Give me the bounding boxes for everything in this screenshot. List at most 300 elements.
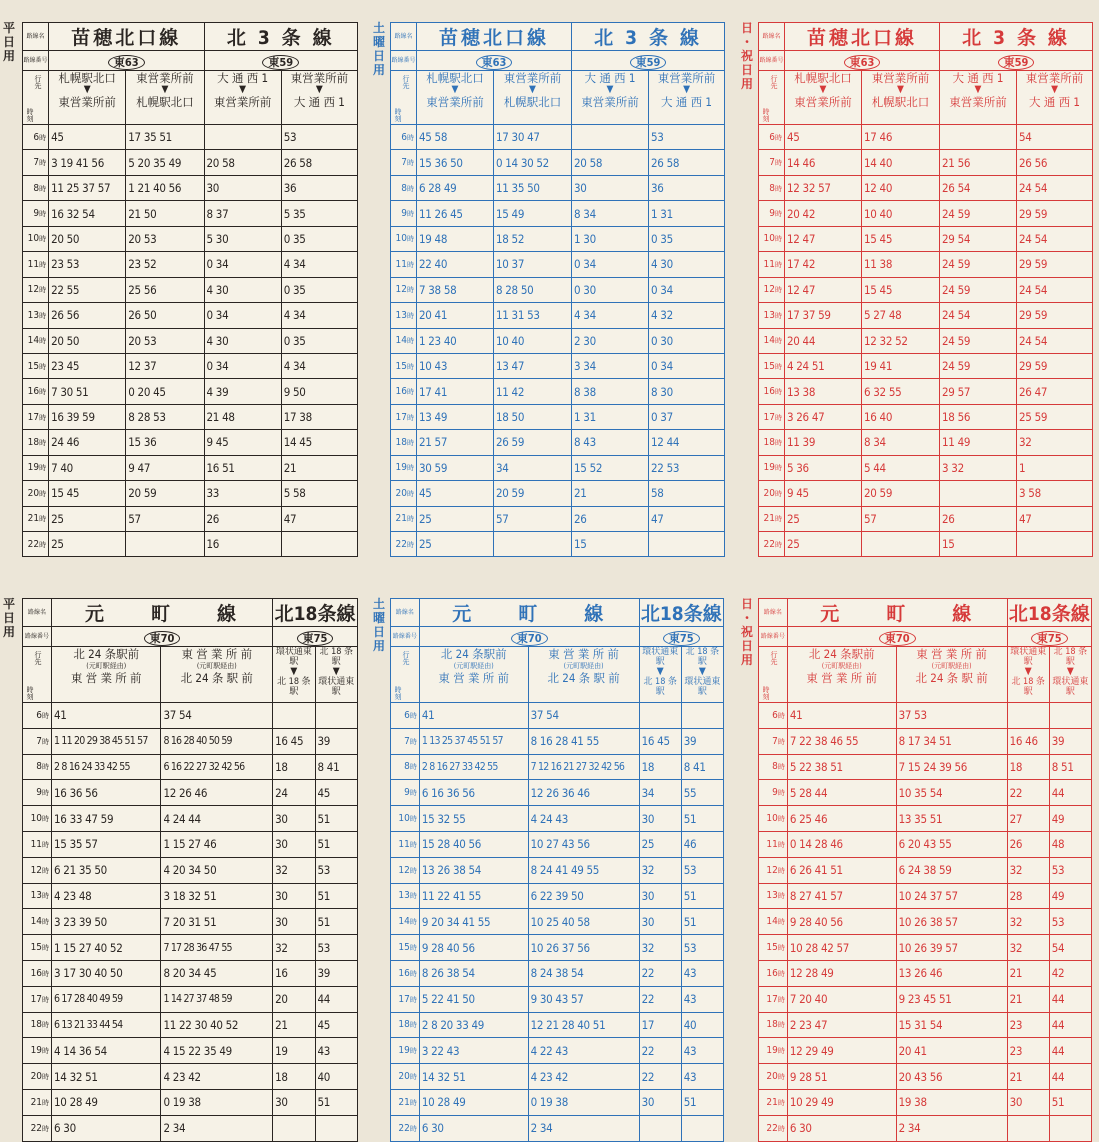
hour-suffix: 時 xyxy=(775,184,782,193)
hour-suffix: 時 xyxy=(777,944,785,953)
hour-cell xyxy=(391,481,417,506)
minutes-cell: 18 xyxy=(1007,754,1049,780)
minutes-cell: 11 22 41 55 xyxy=(419,883,528,909)
minutes-cell: 20 59 xyxy=(862,481,940,506)
minutes-cell: 32 xyxy=(273,935,315,961)
minutes-cell: 25 59 xyxy=(1017,404,1093,429)
route2-number-badge: 東75 xyxy=(297,631,334,646)
minutes-cell: 11 25 37 57 xyxy=(49,175,126,200)
minutes-cell: 4 14 36 54 xyxy=(52,1038,161,1064)
hour-value: 7 xyxy=(33,157,40,169)
minutes-cell: 24 54 xyxy=(1017,226,1093,251)
table-row xyxy=(391,175,725,200)
hour-cell xyxy=(759,404,785,429)
minutes-cell: 9 50 xyxy=(281,379,357,404)
minutes-cell: 0 14 30 52 xyxy=(494,150,572,175)
route1-number-badge: 東63 xyxy=(844,55,881,70)
minutes-cell: 8 16 28 41 55 xyxy=(528,728,639,754)
minutes-cell: 2 34 xyxy=(896,1115,1007,1141)
hour-cell xyxy=(391,404,417,429)
hour-cell xyxy=(391,328,417,353)
hour-cell xyxy=(759,353,785,378)
destination-from: 東営業所前 xyxy=(503,71,562,85)
day-type-holiday-top: 日 ・ 祝 日 用 xyxy=(740,21,753,91)
destination-from: 環状通東駅 xyxy=(275,647,312,667)
timetable-bottom-holiday xyxy=(758,598,1092,1142)
minutes-cell: 19 41 xyxy=(862,353,940,378)
hour-cell xyxy=(759,201,785,226)
table-row xyxy=(391,754,724,780)
minutes-cell: 24 54 xyxy=(940,303,1017,328)
hour-value: 10 xyxy=(27,233,40,245)
minutes-cell: 7 38 58 xyxy=(417,277,494,302)
table-row xyxy=(391,806,724,832)
route-name-row xyxy=(759,23,1093,51)
hour-value: 15 xyxy=(398,942,410,954)
minutes-cell: 10 28 49 xyxy=(419,1089,528,1115)
minutes-cell: 0 34 xyxy=(204,353,281,378)
destination-from: 大 通 西 1 xyxy=(584,71,636,85)
hour-value: 19 xyxy=(30,1045,43,1057)
hour-suffix: 時 xyxy=(777,995,785,1004)
minutes-cell: 4 30 xyxy=(204,328,281,353)
route1-name: 苗穂北口線 xyxy=(417,23,572,51)
destination-row xyxy=(391,71,725,125)
route-name-label: 路線名 xyxy=(391,599,420,627)
minutes-cell: 18 xyxy=(273,1064,315,1090)
hour-cell xyxy=(759,125,785,150)
hour-suffix: 時 xyxy=(42,944,50,953)
minutes-cell: 8 37 xyxy=(204,201,281,226)
arrow-down-icon: ▼ xyxy=(698,666,706,677)
table-row xyxy=(759,277,1093,302)
hour-value: 14 xyxy=(30,916,43,928)
destination-time-label-cell xyxy=(391,647,420,703)
hour-cell xyxy=(391,150,417,175)
hour-value: 21 xyxy=(30,1096,43,1108)
minutes-cell: 9 28 51 xyxy=(787,1064,896,1090)
table-row xyxy=(391,960,724,986)
hour-value: 12 xyxy=(766,864,778,876)
table-row xyxy=(759,1089,1092,1115)
minutes-cell: 5 27 48 xyxy=(862,303,940,328)
route-number-row xyxy=(391,627,724,647)
minutes-cell: 32 xyxy=(1007,935,1049,961)
destination-col-2 xyxy=(126,71,204,125)
hour-suffix: 時 xyxy=(409,711,417,720)
minutes-cell: 44 xyxy=(1049,780,1091,806)
minutes-cell: 44 xyxy=(1049,1038,1091,1064)
hour-cell xyxy=(759,379,785,404)
table-row xyxy=(23,780,358,806)
hour-cell xyxy=(759,1115,788,1141)
table-row xyxy=(23,430,358,455)
minutes-cell: 20 58 xyxy=(572,150,649,175)
minutes-cell: 8 24 41 49 55 xyxy=(528,857,639,883)
hour-value: 6 xyxy=(33,131,40,143)
minutes-cell: 43 xyxy=(315,1038,357,1064)
hour-cell xyxy=(391,303,417,328)
hour-suffix: 時 xyxy=(775,337,782,346)
minutes-cell: 5 30 xyxy=(204,226,281,251)
hour-cell xyxy=(759,1089,788,1115)
minutes-cell: 16 xyxy=(273,960,315,986)
hour-suffix: 時 xyxy=(407,235,414,244)
timetable-bottom-saturday xyxy=(390,598,724,1142)
route2-name: 北 3 条 線 xyxy=(572,23,725,51)
hour-value: 16 xyxy=(766,967,778,979)
minutes-cell: 9 28 40 56 xyxy=(787,909,896,935)
route1-number-cell xyxy=(787,627,1007,647)
arrow-down-icon: ▼ xyxy=(819,84,827,95)
minutes-cell: 2 34 xyxy=(528,1115,639,1141)
table-row xyxy=(23,1115,358,1141)
time-label: 時刻 xyxy=(26,108,34,122)
time-label: 時刻 xyxy=(762,686,770,700)
minutes-cell: 37 54 xyxy=(528,703,639,729)
hour-cell xyxy=(759,909,788,935)
hour-cell xyxy=(391,506,417,531)
minutes-cell: 45 xyxy=(315,780,357,806)
minutes-cell: 8 28 50 xyxy=(494,277,572,302)
minutes-cell: 30 xyxy=(273,883,315,909)
destination-col-2 xyxy=(528,647,639,703)
minutes-cell: 30 xyxy=(273,909,315,935)
hour-cell xyxy=(391,175,417,200)
minutes-cell: 53 xyxy=(1049,909,1091,935)
arrow-down-icon: ▼ xyxy=(683,84,690,95)
minutes-cell xyxy=(273,703,315,729)
destination-from: 東 営 業 所 前 xyxy=(548,647,619,661)
minutes-cell: 3 17 30 40 50 xyxy=(52,960,161,986)
route-number-label: 路線番号 xyxy=(23,51,49,71)
hour-suffix: 時 xyxy=(42,1124,50,1133)
hour-cell xyxy=(391,857,420,883)
hour-value: 6 xyxy=(772,709,778,721)
minutes-cell: 36 xyxy=(281,175,357,200)
hour-value: 22 xyxy=(766,1122,778,1134)
minutes-cell: 21 xyxy=(281,455,357,480)
table-row xyxy=(759,201,1093,226)
minutes-cell: 2 8 20 33 49 xyxy=(419,1012,528,1038)
table-row xyxy=(759,1038,1092,1064)
minutes-cell: 16 xyxy=(204,532,281,557)
hour-cell xyxy=(759,506,785,531)
table-row xyxy=(759,935,1092,961)
minutes-cell: 53 xyxy=(281,125,357,150)
hour-cell xyxy=(759,935,788,961)
hour-suffix: 時 xyxy=(407,515,414,524)
minutes-cell: 12 21 28 40 51 xyxy=(528,1012,639,1038)
hour-value: 21 xyxy=(27,513,40,525)
minutes-cell: 13 49 xyxy=(417,404,494,429)
minutes-cell: 3 22 43 xyxy=(419,1038,528,1064)
route1-name: 元 町 線 xyxy=(419,599,639,627)
minutes-cell: 39 xyxy=(315,728,357,754)
minutes-cell: 1 15 27 40 52 xyxy=(52,935,161,961)
minutes-cell: 19 xyxy=(273,1038,315,1064)
destination-label: 行先 xyxy=(402,651,410,665)
hour-cell xyxy=(759,831,788,857)
minutes-cell: 3 32 xyxy=(940,455,1017,480)
table-row xyxy=(23,909,358,935)
hour-cell xyxy=(391,960,420,986)
minutes-cell: 20 53 xyxy=(126,328,204,353)
minutes-cell: 15 52 xyxy=(572,455,649,480)
table-row xyxy=(23,404,358,429)
minutes-cell: 34 xyxy=(639,780,681,806)
destination-time-label-cell xyxy=(759,71,785,125)
minutes-cell: 18 50 xyxy=(494,404,572,429)
route2-number-cell xyxy=(572,51,725,71)
destination-from: 東営業所前 xyxy=(657,71,716,85)
route-number-label: 路線番号 xyxy=(23,627,52,647)
minutes-cell: 13 26 46 xyxy=(896,960,1007,986)
hour-value: 10 xyxy=(395,233,407,245)
minutes-cell: 17 38 xyxy=(281,404,357,429)
hour-suffix: 時 xyxy=(775,413,782,422)
hour-value: 19 xyxy=(395,462,407,474)
hour-cell xyxy=(759,1064,788,1090)
minutes-cell: 32 xyxy=(1007,909,1049,935)
route2-number-cell xyxy=(273,627,358,647)
hour-suffix: 時 xyxy=(777,892,785,901)
table-row xyxy=(391,226,725,251)
destination-from: 大 通 西 1 xyxy=(952,71,1004,85)
table-row xyxy=(391,780,724,806)
hour-value: 16 xyxy=(398,967,410,979)
time-label: 時刻 xyxy=(26,686,34,700)
hour-suffix: 時 xyxy=(775,235,782,244)
minutes-cell: 21 xyxy=(1007,1064,1049,1090)
hour-cell xyxy=(391,1115,420,1141)
minutes-cell: 5 44 xyxy=(862,455,940,480)
minutes-cell: 10 25 40 58 xyxy=(528,909,639,935)
minutes-cell: 17 41 xyxy=(417,379,494,404)
minutes-cell: 0 34 xyxy=(204,303,281,328)
minutes-cell: 5 36 xyxy=(785,455,862,480)
destination-to: 札幌駅北口 xyxy=(503,95,562,109)
minutes-cell: 22 53 xyxy=(649,455,725,480)
top-holiday-card xyxy=(738,21,1093,552)
minutes-cell: 12 26 46 xyxy=(161,780,273,806)
minutes-cell: 1 31 xyxy=(649,201,725,226)
minutes-cell: 6 21 35 50 xyxy=(52,857,161,883)
destination-to: 北 24 条 駅 前 xyxy=(915,671,988,685)
minutes-cell: 10 26 37 56 xyxy=(528,935,639,961)
hour-suffix: 時 xyxy=(409,1124,417,1133)
destination-from: 札幌駅北口 xyxy=(426,71,484,85)
minutes-cell: 2 8 16 27 33 42 55 xyxy=(419,754,528,780)
hour-cell xyxy=(391,430,417,455)
minutes-cell: 53 xyxy=(681,935,723,961)
hour-suffix: 時 xyxy=(39,133,47,142)
minutes-cell: 39 xyxy=(315,960,357,986)
hour-value: 8 xyxy=(33,182,40,194)
hour-value: 8 xyxy=(769,182,775,194)
minutes-cell xyxy=(1049,703,1091,729)
minutes-cell xyxy=(1049,1115,1091,1141)
hour-value: 22 xyxy=(30,1122,43,1134)
minutes-cell xyxy=(494,532,572,557)
minutes-cell: 4 15 22 35 49 xyxy=(161,1038,273,1064)
minutes-cell: 4 23 48 xyxy=(52,883,161,909)
hour-suffix: 時 xyxy=(42,789,50,798)
hour-cell xyxy=(759,532,785,557)
route1-number-badge: 東70 xyxy=(144,631,181,646)
route-name-label: 路線名 xyxy=(23,599,52,627)
minutes-cell xyxy=(649,532,725,557)
hour-cell xyxy=(391,1089,420,1115)
destination-col-3 xyxy=(639,647,681,703)
table-row xyxy=(391,379,725,404)
minutes-cell: 8 30 xyxy=(649,379,725,404)
minutes-cell: 14 45 xyxy=(281,430,357,455)
hour-value: 16 xyxy=(395,386,407,398)
destination-to: 北 18 条駅 xyxy=(1011,677,1045,697)
hour-suffix: 時 xyxy=(407,286,414,295)
hour-value: 22 xyxy=(395,538,407,550)
hour-suffix: 時 xyxy=(39,260,47,269)
table-row xyxy=(23,353,358,378)
hour-suffix: 時 xyxy=(407,260,414,269)
minutes-cell: 7 12 16 21 27 32 42 56 xyxy=(528,754,639,780)
minutes-cell: 6 17 28 40 49 59 xyxy=(52,986,161,1012)
route1-name: 苗穂北口線 xyxy=(785,23,940,51)
minutes-cell: 29 59 xyxy=(1017,353,1093,378)
hour-suffix: 時 xyxy=(409,1047,417,1056)
table-row xyxy=(23,481,358,506)
minutes-cell: 26 58 xyxy=(281,150,357,175)
hour-value: 20 xyxy=(766,1071,778,1083)
minutes-cell: 1 11 20 29 38 45 51 57 xyxy=(52,728,161,754)
table-row xyxy=(759,455,1093,480)
minutes-cell xyxy=(204,125,281,150)
minutes-cell: 25 56 xyxy=(126,277,204,302)
minutes-cell: 14 40 xyxy=(862,150,940,175)
table-row xyxy=(23,1064,358,1090)
hour-value: 13 xyxy=(766,890,778,902)
hour-cell xyxy=(23,883,52,909)
hour-suffix: 時 xyxy=(39,388,47,397)
hour-suffix: 時 xyxy=(407,413,414,422)
hour-suffix: 時 xyxy=(775,133,782,142)
minutes-cell: 45 xyxy=(785,125,862,150)
minutes-cell: 1 xyxy=(1017,455,1093,480)
hour-suffix: 時 xyxy=(39,464,47,473)
destination-to: 環状通東駅 xyxy=(1052,677,1089,697)
hour-cell xyxy=(23,1115,52,1141)
destination-col-3 xyxy=(572,71,649,125)
hour-value: 22 xyxy=(398,1122,410,1134)
minutes-cell: 8 27 41 57 xyxy=(787,883,896,909)
via-note: (元町駅経由) xyxy=(931,662,972,670)
minutes-cell: 4 30 xyxy=(204,277,281,302)
hour-suffix: 時 xyxy=(42,711,50,720)
table-row xyxy=(23,379,358,404)
minutes-cell: 26 58 xyxy=(649,150,725,175)
table-row xyxy=(759,857,1092,883)
hour-cell xyxy=(23,986,52,1012)
hour-cell xyxy=(23,404,49,429)
minutes-cell: 8 26 38 54 xyxy=(419,960,528,986)
hour-value: 17 xyxy=(398,993,410,1005)
hour-value: 11 xyxy=(27,258,40,270)
hour-suffix: 時 xyxy=(777,1047,785,1056)
minutes-cell: 15 36 xyxy=(126,430,204,455)
hour-suffix: 時 xyxy=(42,866,50,875)
hour-suffix: 時 xyxy=(39,184,47,193)
minutes-cell: 7 20 31 51 xyxy=(161,909,273,935)
minutes-cell: 4 34 xyxy=(572,303,649,328)
hour-value: 15 xyxy=(395,360,407,372)
table-row xyxy=(23,703,358,729)
minutes-cell: 45 58 xyxy=(417,125,494,150)
hour-suffix: 時 xyxy=(407,540,414,549)
hour-value: 18 xyxy=(763,436,775,448)
table-row xyxy=(23,883,358,909)
minutes-cell: 16 40 xyxy=(862,404,940,429)
minutes-cell: 49 xyxy=(1049,806,1091,832)
hour-value: 9 xyxy=(36,787,43,799)
hour-value: 18 xyxy=(27,436,40,448)
minutes-cell: 8 34 xyxy=(862,430,940,455)
hour-value: 10 xyxy=(398,813,410,825)
via-note: (元町駅経由) xyxy=(821,662,862,670)
minutes-cell: 11 35 50 xyxy=(494,175,572,200)
table-row xyxy=(759,481,1093,506)
route-name-row xyxy=(23,599,358,627)
minutes-cell: 20 58 xyxy=(204,150,281,175)
hour-cell xyxy=(23,481,49,506)
hour-value: 9 xyxy=(33,208,40,220)
hour-suffix: 時 xyxy=(409,1021,417,1030)
table-row xyxy=(23,506,358,531)
hour-suffix: 時 xyxy=(42,815,50,824)
minutes-cell: 25 xyxy=(417,532,494,557)
minutes-cell: 15 xyxy=(940,532,1017,557)
hour-suffix: 時 xyxy=(407,464,414,473)
minutes-cell: 22 40 xyxy=(417,252,494,277)
table-row xyxy=(391,353,725,378)
table-row xyxy=(391,506,725,531)
destination-col-4 xyxy=(681,647,723,703)
hour-cell xyxy=(23,935,52,961)
minutes-cell: 20 59 xyxy=(494,481,572,506)
minutes-cell: 27 xyxy=(1007,806,1049,832)
minutes-cell: 4 34 xyxy=(281,303,357,328)
minutes-cell: 1 21 40 56 xyxy=(126,175,204,200)
time-label: 時刻 xyxy=(394,686,402,700)
destination-col-2 xyxy=(494,71,572,125)
destination-from: 東営業所前 xyxy=(290,71,349,85)
hour-suffix: 時 xyxy=(777,866,785,875)
minutes-cell: 3 23 39 50 xyxy=(52,909,161,935)
hour-value: 19 xyxy=(27,462,40,474)
route-name-label: 路線名 xyxy=(759,599,788,627)
destination-to: 北 24 条 駅 前 xyxy=(180,671,253,685)
hour-cell xyxy=(391,780,420,806)
hour-value: 10 xyxy=(30,813,43,825)
hour-cell xyxy=(759,226,785,251)
minutes-cell: 2 23 47 xyxy=(787,1012,896,1038)
hour-value: 7 xyxy=(772,735,778,747)
table-row xyxy=(391,1012,724,1038)
hour-suffix: 時 xyxy=(39,159,47,168)
table-row xyxy=(23,728,358,754)
destination-col-3 xyxy=(940,71,1017,125)
hour-cell xyxy=(759,1012,788,1038)
